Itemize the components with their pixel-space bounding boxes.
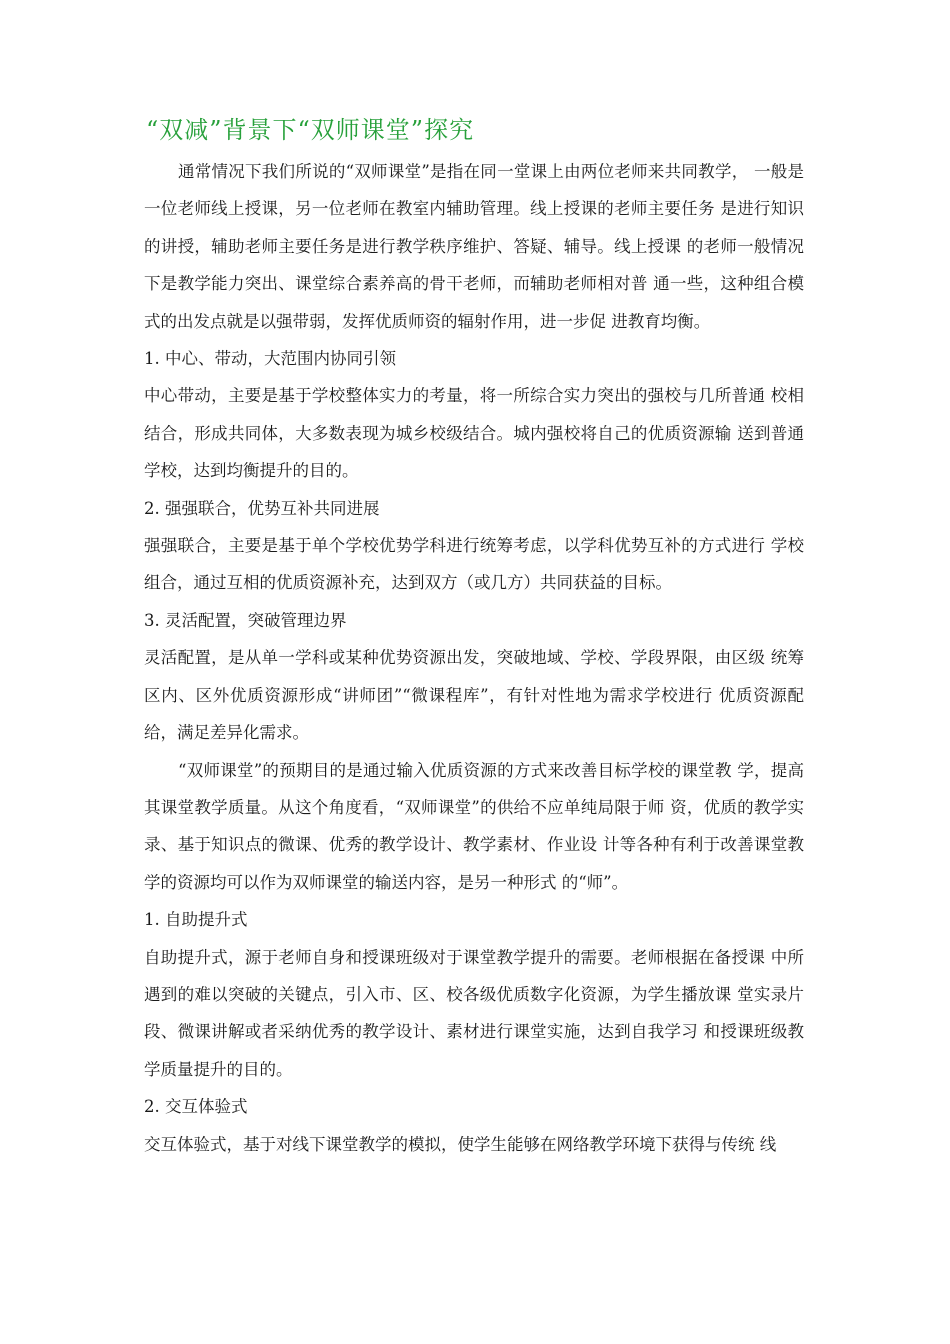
document-body [144, 153, 804, 1163]
body-paragraph: 中心带动，主要是基于学校整体实力的考量，将一所综合实力突出的强校与几所普通 校相结合，形成共同体，大多数表现为城乡校级结合。城内强校将自己的优质资源输 送到普通学校，达到均衡提升的目的。 [144, 386, 804, 481]
section-heading: 2. 交互体验式 [144, 1097, 248, 1117]
section-heading: 3. 灵活配置，突破管理边界 [144, 610, 347, 630]
body-paragraph: 自助提升式，源于老师自身和授课班级对于课堂教学提升的需要。老师根据在备授课 中所遇到的难以突破的关键点，引入市、区、校各级优质数字化资源，为学生播放课 堂实录片段、微课讲解或者采纳优秀的教学设计、素材进行课堂实施，达到自我学习 和授课班级教学质量提升的目的。 [144, 947, 804, 1079]
intro-paragraph: “双师课堂”的预期目的是通过输入优质资源的方式来改善目标学校的课堂教 学，提高其课堂教学质量。从这个角度看，“双师课堂”的供给不应单纯局限于师 资，优质的教学实录、基于知识点的微课、优秀的教学设计、教学素材、作业设 计等各种有利于改善课堂教学的资源均可以作为双师课堂的输送内容，是另一种形式 的“师”。 [144, 760, 804, 892]
section-heading: 1. 中心、带动，大范围内协同引领 [144, 349, 396, 369]
intro-paragraph: 通常情况下我们所说的“双师课堂”是指在同一堂课上由两位老师来共同教学， 一般是一位老师线上授课，另一位老师在教室内辅助管理。线上授课的老师主要任务 是进行知识的讲授，辅助老师主要任务是进行教学秩序维护、答疑、辅导。线上授课 的老师一般情况下是教学能力突出、课堂综合素养高的骨干老师，而辅助老师相对普 通一些，这种组合模式的出发点就是以强带弱，发挥优质师资的辐射作用，进一步促 进教育均衡。 [144, 162, 804, 331]
section-heading: 1. 自助提升式 [144, 910, 248, 930]
section-heading: 2. 强强联合，优势互补共同进展 [144, 498, 380, 518]
body-paragraph: 交互体验式，基于对线下课堂教学的模拟，使学生能够在网络教学环境下获得与传统 线 [144, 1134, 777, 1154]
body-paragraph: 强强联合，主要是基于单个学校优势学科进行统筹考虑，以学科优势互补的方式进行 学校组合，通过互相的优质资源补充，达到双方（或几方）共同获益的目标。 [144, 536, 804, 593]
document-title: “双减”背景下“双师课堂”探究 [146, 116, 475, 144]
body-paragraph: 灵活配置，是从单一学科或某种优势资源出发，突破地域、学校、学段界限，由区级 统筹区内、区外优质资源形成“讲师团”“微课程库”，有针对性地为需求学校进行 优质资源配给，满足差异化需求。 [144, 648, 804, 743]
